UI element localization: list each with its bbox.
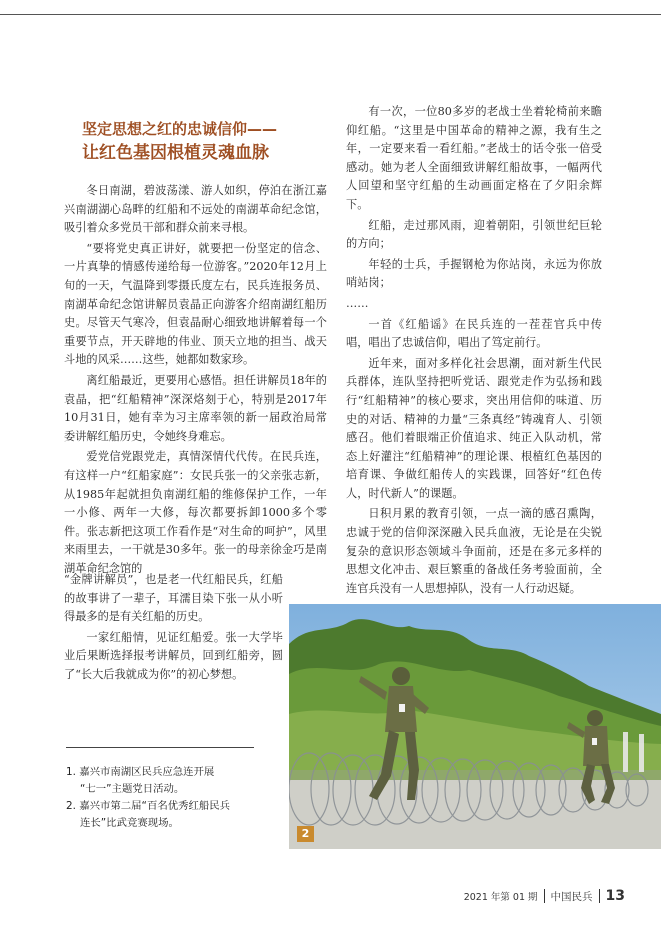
caption-1-cont: “七一”主题党日活动。	[80, 783, 185, 795]
paragraph: 年轻的士兵，手握钢枪为你站岗，永远为你放哨站岗；	[346, 257, 602, 290]
training-photo	[289, 604, 661, 849]
ellipsis-line: ……	[346, 296, 369, 310]
paragraph: 近年来，面对多样化社会思潮，面对新生代民兵群体，连队坚持把听党话、跟党走作为弘扬和践行“红船精神”的核心要求，突出用信仰的味道、历史的对话、精神的力量“三条真经”铸魂育人、引领感召。他们着眼端正价值追求、纯正入队动机，常态上好灌注“红船精神”的理论课、根植红色基因的培育课、争做红船传人的实践课，回答好“红色传人，时代新人”的课题。	[346, 356, 602, 500]
paragraph: 一首《红船谣》在民兵连的一茬茬官兵中传唱，唱出了忠诚信仰，唱出了笃定前行。	[346, 317, 602, 350]
section-heading	[82, 118, 322, 166]
footer-divider	[599, 889, 600, 903]
top-rule	[0, 14, 661, 15]
photo-captions	[66, 764, 266, 832]
heading-line-1: 坚定思想之红的忠诚信仰——	[82, 120, 278, 138]
paragraph: “要将党史真正讲好，就要把一份坚定的信念、一片真挚的情感传递给每一位游客。”2020年12月上旬的一天，气温降到零摄氏度左右，民兵连报务员、南湖革命纪念馆讲解员袁晶正向游客介绍南湖红船历史。尽管天气寒冷，但袁晶耐心细致地讲解着每一个重要节点，开天辟地的伟业、顶天立地的担当、战天斗地的风采……这些，她都如数家珍。	[64, 241, 327, 367]
photo-number-badge: 2	[297, 826, 314, 842]
magazine-name: 中国民兵	[550, 890, 593, 903]
heading-line-2: 让红色基因根植灵魂血脉	[82, 143, 269, 163]
left-column	[64, 182, 327, 580]
page-footer	[464, 886, 625, 906]
caption-rule	[66, 747, 254, 748]
issue-label: 2021 年第 01 期	[463, 892, 538, 903]
paragraph: “金牌讲解员”，也是老一代红船民兵，红船的故事讲了一辈子，耳濡目染下张一从小听得最多的是有关红船的历史。	[64, 573, 283, 624]
footer-divider	[544, 889, 545, 903]
caption-1: 1. 嘉兴市南湖区民兵应急连开展	[66, 766, 215, 778]
paragraph: 红船，走过那风雨，迎着朝阳，引领世纪巨轮的方向；	[346, 218, 602, 251]
caption-2-cont: 连长”比武竞赛现场。	[80, 817, 179, 829]
paragraph: 冬日南湖，碧波荡漾、游人如织，停泊在浙江嘉兴南湖湖心岛畔的红船和不远处的南湖革命纪念馆，吸引着众多党员干部和群众前来寻根。	[64, 184, 327, 235]
caption-2: 2. 嘉兴市第二届“百名优秀红船民兵	[66, 800, 231, 812]
left-column-wrap	[64, 571, 283, 687]
paragraph: 爱党信党跟党走，真情深情代代传。在民兵连，有这样一户“红船家庭”：女民兵张一的父亲张志新，从1985年起就担负南湖红船的维修保护工作，一年一小修、两年一大修，每次都要拆卸1000多个零件。张志新把这项工作看作是“对生命的呵护”，风里来雨里去，一干就是30多年。张一的母亲徐金巧是南湖革命纪念馆的	[64, 450, 327, 575]
paragraph: 一家红船情，见证红船爱。张一大学毕业后果断选择报考讲解员，回到红船旁，圆了“长大后我就成为你”的初心梦想。	[64, 630, 283, 681]
right-column	[346, 103, 602, 600]
paragraph: 有一次，一位80多岁的老战士坐着轮椅前来瞻仰红船。“这里是中国革命的精神之源，我有生之年，一定要来看一看红船。”老战士的话令张一倍受感动。她为老人全面细致讲解红船故事，一幅两代人回望和坚守红船的生动画面定格在了夕阳余辉下。	[346, 105, 602, 211]
paragraph: 日积月累的教育引领，一点一滴的感召熏陶，忠诚于党的信仰深深融入民兵血液，无论是在尖锐复杂的意识形态领域斗争面前，还是在多元多样的思想文化冲击、艰巨繁重的备战任务考验面前，全连官兵没有一人思想掉队，没有一人行动迟疑。	[346, 507, 602, 595]
page-number: 13	[605, 888, 625, 904]
paragraph: 离红船最近，更要用心感悟。担任讲解员18年的袁晶，把“红船精神”深深烙刻于心，特别是2017年10月31日，她有幸为习主席率领的新一届政治局常委讲解红船历史，令她终身难忘。	[64, 373, 327, 443]
